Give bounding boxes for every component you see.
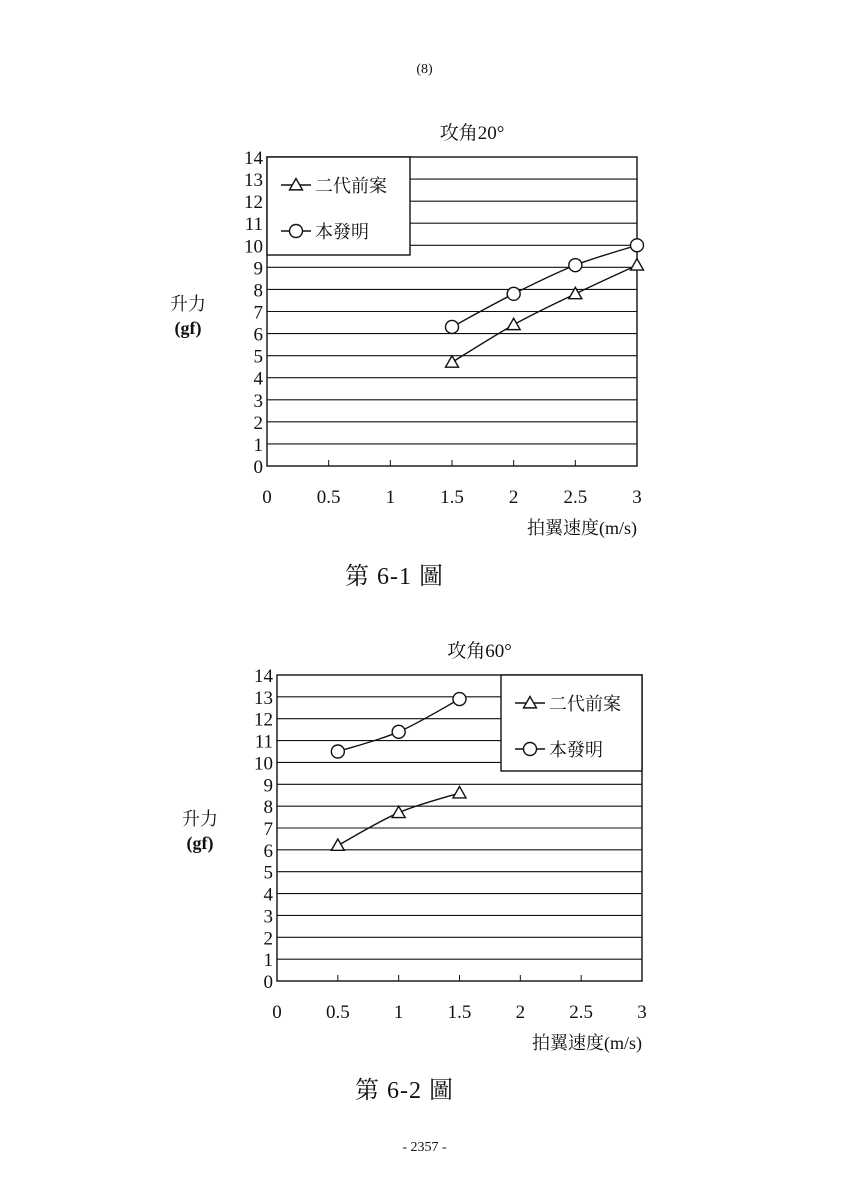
y-tick-label: 7: [253, 302, 263, 324]
y-tick-label: 2: [263, 928, 273, 950]
y-tick-label: 2: [253, 412, 263, 434]
y-tick-label: 1: [263, 950, 273, 972]
data-point-circle: [446, 320, 459, 333]
y-tick-label: 10: [244, 236, 263, 258]
y-tick-label: 6: [263, 840, 273, 862]
page-header-number: (8): [416, 62, 433, 77]
y-tick-label: 6: [253, 324, 263, 346]
chart-title: 攻角60°: [447, 641, 512, 662]
y-tick-label: 13: [244, 170, 263, 192]
series-line: [452, 245, 637, 327]
lift-chart-aoa-60: [0, 630, 849, 1060]
data-point-circle: [631, 239, 644, 252]
y-tick-label: 0: [253, 457, 263, 478]
data-point-circle: [507, 287, 520, 300]
data-point-triangle: [331, 839, 344, 850]
y-tick-label: 8: [253, 280, 263, 302]
data-point-triangle: [453, 787, 466, 798]
data-point-triangle: [446, 356, 459, 367]
x-tick-label: 0.5: [325, 1002, 350, 1023]
series-line: [338, 793, 460, 845]
page-footer-number: - 2357 -: [402, 1140, 447, 1155]
y-tick-label: 4: [263, 884, 273, 906]
x-axis-label: 拍翼速度(m/s): [527, 518, 637, 538]
data-point-triangle: [392, 806, 405, 817]
x-tick-label: 0: [262, 487, 272, 508]
data-point-circle: [331, 745, 344, 758]
data-point-circle: [569, 259, 582, 272]
y-axis-unit: (gf): [186, 833, 214, 853]
legend-marker-circle: [290, 225, 303, 238]
y-tick-label: 4: [253, 368, 263, 390]
y-tick-label: 5: [253, 346, 263, 368]
y-tick-label: 8: [263, 797, 273, 819]
y-tick-label: 14: [254, 666, 273, 687]
lift-chart-aoa-20: [0, 110, 849, 550]
x-tick-label: 2.5: [569, 1002, 594, 1023]
y-tick-label: 11: [244, 214, 263, 236]
y-axis-label: 升力: [170, 294, 206, 314]
y-tick-label: 12: [254, 709, 273, 731]
y-tick-label: 13: [254, 687, 273, 709]
data-point-triangle: [631, 259, 644, 270]
legend-label: 二代前案: [549, 694, 621, 714]
x-tick-label: 0: [272, 1002, 282, 1023]
y-tick-label: 12: [244, 192, 263, 214]
legend-label: 二代前案: [315, 176, 387, 196]
y-tick-label: 14: [244, 148, 263, 169]
x-tick-label: 2: [508, 487, 519, 508]
y-axis-unit: (gf): [174, 318, 202, 338]
y-tick-label: 5: [263, 862, 273, 884]
x-tick-label: 1: [385, 487, 396, 508]
x-tick-label: 2: [515, 1002, 526, 1023]
y-tick-label: 9: [253, 258, 263, 280]
y-tick-label: 3: [253, 390, 263, 412]
x-tick-label: 3: [637, 1002, 647, 1023]
legend-label: 本發明: [549, 740, 603, 760]
y-axis-label: 升力: [182, 809, 218, 829]
y-tick-label: 10: [254, 753, 273, 775]
figure-caption-6-2: 第 6-2 圖: [355, 1078, 454, 1104]
x-tick-label: 1.5: [447, 1002, 472, 1023]
figure-caption-6-1: 第 6-1 圖: [345, 564, 444, 590]
y-tick-label: 1: [253, 434, 263, 456]
x-tick-label: 2.5: [563, 487, 588, 508]
x-tick-label: 0.5: [316, 487, 341, 508]
data-point-circle: [453, 693, 466, 706]
x-tick-label: 1: [393, 1002, 404, 1023]
y-tick-label: 3: [263, 906, 273, 928]
y-tick-label: 0: [263, 972, 273, 993]
x-tick-label: 3: [632, 487, 642, 508]
legend-label: 本發明: [315, 222, 369, 242]
legend-marker-circle: [524, 743, 537, 756]
x-axis-label: 拍翼速度(m/s): [532, 1033, 642, 1053]
data-point-triangle: [507, 318, 520, 329]
y-tick-label: 11: [254, 731, 273, 753]
data-point-circle: [392, 725, 405, 738]
x-tick-label: 1.5: [440, 487, 464, 508]
series-line: [452, 265, 637, 362]
y-tick-label: 7: [263, 819, 273, 840]
y-tick-label: 9: [263, 775, 273, 797]
chart-title: 攻角20°: [439, 123, 505, 144]
